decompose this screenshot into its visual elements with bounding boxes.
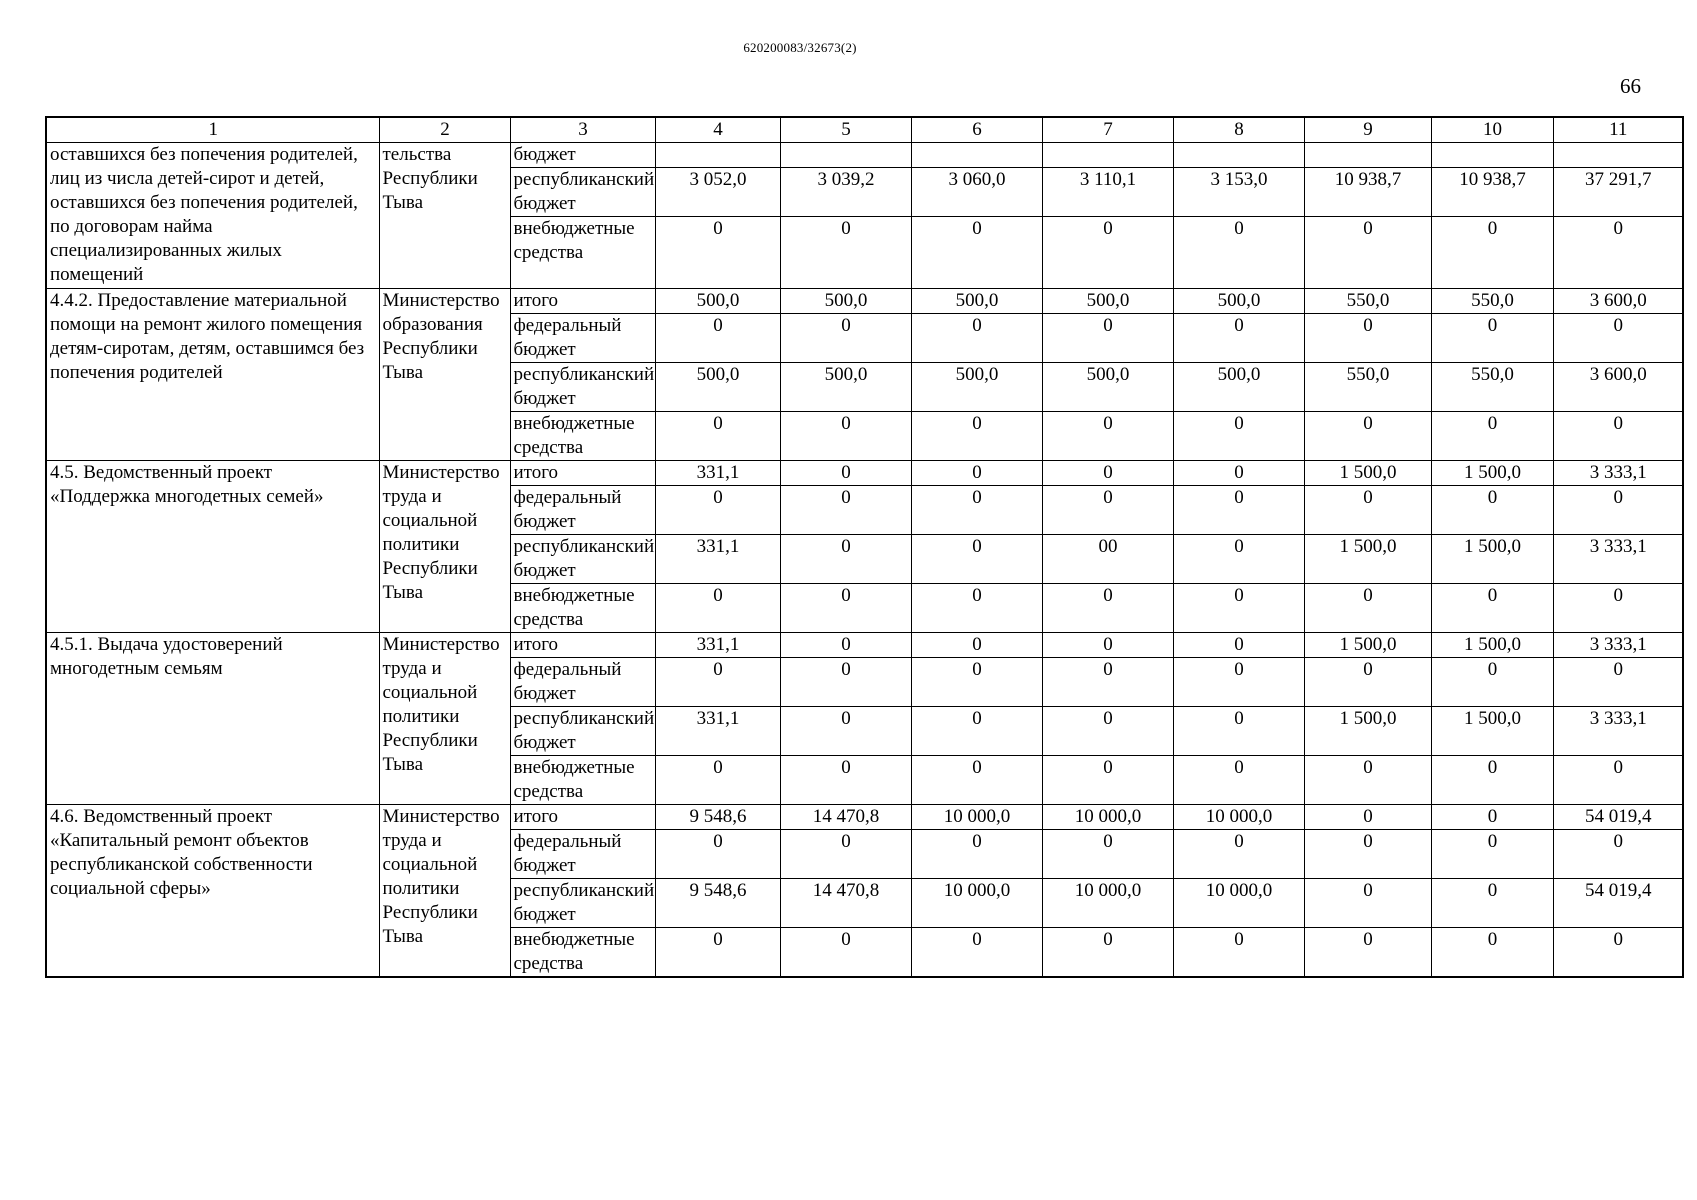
- amount-cell: 0: [1173, 461, 1304, 486]
- column-number-cell: 10: [1431, 117, 1553, 143]
- funding-source-cell: внебюджетные средства: [510, 756, 655, 805]
- amount-cell: [1173, 143, 1304, 168]
- column-number-cell: 9: [1304, 117, 1431, 143]
- amount-cell: 0: [1304, 928, 1431, 978]
- event-name-cell: 4.5.1. Выдача удостоверений многодетным семьям: [46, 633, 379, 805]
- amount-cell: 500,0: [1173, 363, 1304, 412]
- funding-source-cell: бюджет: [510, 143, 655, 168]
- amount-cell: 0: [1431, 928, 1553, 978]
- amount-cell: 0: [911, 928, 1042, 978]
- amount-cell: 500,0: [1042, 289, 1173, 314]
- funding-source-cell: итого: [510, 289, 655, 314]
- amount-cell: 0: [655, 217, 780, 289]
- amount-cell: 0: [911, 830, 1042, 879]
- amount-cell: 0: [1553, 756, 1683, 805]
- funding-source-cell: республиканский бюджет: [510, 363, 655, 412]
- table-body: [46, 117, 1683, 977]
- amount-cell: 0: [1304, 658, 1431, 707]
- amount-cell: 54 019,4: [1553, 805, 1683, 830]
- amount-cell: 0: [1042, 756, 1173, 805]
- amount-cell: 500,0: [911, 289, 1042, 314]
- table-row: [46, 805, 1683, 830]
- amount-cell: 0: [780, 633, 911, 658]
- funding-source-cell: федеральный бюджет: [510, 314, 655, 363]
- amount-cell: 0: [1042, 707, 1173, 756]
- amount-cell: 0: [1042, 412, 1173, 461]
- funding-source-cell: внебюджетные средства: [510, 928, 655, 978]
- amount-cell: 0: [780, 707, 911, 756]
- amount-cell: 0: [1042, 928, 1173, 978]
- amount-cell: 1 500,0: [1431, 633, 1553, 658]
- table-row: [46, 289, 1683, 314]
- amount-cell: 0: [655, 412, 780, 461]
- column-number-cell: 2: [379, 117, 510, 143]
- amount-cell: 331,1: [655, 633, 780, 658]
- column-number-row: [46, 117, 1683, 143]
- table-row: [46, 461, 1683, 486]
- amount-cell: 3 052,0: [655, 168, 780, 217]
- amount-cell: 10 938,7: [1431, 168, 1553, 217]
- funding-source-cell: итого: [510, 633, 655, 658]
- amount-cell: 0: [1304, 805, 1431, 830]
- amount-cell: 0: [780, 658, 911, 707]
- amount-cell: 3 333,1: [1553, 633, 1683, 658]
- amount-cell: 9 548,6: [655, 805, 780, 830]
- column-number-cell: 5: [780, 117, 911, 143]
- amount-cell: 0: [1304, 314, 1431, 363]
- amount-cell: 10 000,0: [911, 879, 1042, 928]
- amount-cell: 0: [911, 756, 1042, 805]
- amount-cell: 0: [655, 658, 780, 707]
- amount-cell: [911, 143, 1042, 168]
- amount-cell: [780, 143, 911, 168]
- amount-cell: 1 500,0: [1431, 535, 1553, 584]
- amount-cell: 10 000,0: [1173, 879, 1304, 928]
- amount-cell: 500,0: [780, 289, 911, 314]
- amount-cell: 0: [1431, 879, 1553, 928]
- amount-cell: 14 470,8: [780, 879, 911, 928]
- amount-cell: 0: [1553, 830, 1683, 879]
- amount-cell: 10 938,7: [1304, 168, 1431, 217]
- column-number-cell: 7: [1042, 117, 1173, 143]
- amount-cell: 3 600,0: [1553, 363, 1683, 412]
- event-name-cell: 4.4.2. Предоставление материальной помощи на ремонт жилого помещения детям-сиротам, детям, оставшимся без попечения родителей: [46, 289, 379, 461]
- amount-cell: 3 333,1: [1553, 707, 1683, 756]
- amount-cell: 0: [1173, 658, 1304, 707]
- amount-cell: 0: [911, 535, 1042, 584]
- document-registration-code: 620200083/32673(2): [743, 40, 857, 55]
- amount-cell: 0: [1173, 928, 1304, 978]
- amount-cell: 500,0: [655, 363, 780, 412]
- amount-cell: 0: [780, 461, 911, 486]
- amount-cell: 0: [911, 707, 1042, 756]
- amount-cell: 0: [655, 756, 780, 805]
- funding-source-cell: внебюджетные средства: [510, 217, 655, 289]
- amount-cell: 550,0: [1304, 289, 1431, 314]
- amount-cell: 0: [655, 486, 780, 535]
- amount-cell: 0: [1553, 412, 1683, 461]
- amount-cell: 0: [1431, 756, 1553, 805]
- amount-cell: 0: [911, 486, 1042, 535]
- amount-cell: 0: [1553, 314, 1683, 363]
- amount-cell: 331,1: [655, 535, 780, 584]
- amount-cell: [1431, 143, 1553, 168]
- funding-source-cell: внебюджетные средства: [510, 584, 655, 633]
- table-row: [46, 633, 1683, 658]
- amount-cell: 0: [1042, 486, 1173, 535]
- funding-source-cell: внебюджетные средства: [510, 412, 655, 461]
- amount-cell: 0: [911, 217, 1042, 289]
- amount-cell: 0: [655, 928, 780, 978]
- amount-cell: 1 500,0: [1431, 461, 1553, 486]
- event-name-cell: оставшихся без попечения родителей, лиц из числа детей-сирот и детей, оставшихся без попечения родителей, по договорам найма специализированных жилых помещений: [46, 143, 379, 289]
- amount-cell: 0: [1042, 830, 1173, 879]
- amount-cell: 550,0: [1431, 289, 1553, 314]
- amount-cell: 0: [780, 830, 911, 879]
- amount-cell: 10 000,0: [1173, 805, 1304, 830]
- amount-cell: 0: [780, 486, 911, 535]
- amount-cell: 0: [1042, 461, 1173, 486]
- amount-cell: 0: [1431, 314, 1553, 363]
- amount-cell: 3 110,1: [1042, 168, 1173, 217]
- amount-cell: 0: [780, 535, 911, 584]
- amount-cell: 3 153,0: [1173, 168, 1304, 217]
- amount-cell: 0: [655, 830, 780, 879]
- amount-cell: 0: [1304, 584, 1431, 633]
- amount-cell: 3 600,0: [1553, 289, 1683, 314]
- amount-cell: 0: [780, 756, 911, 805]
- amount-cell: [655, 143, 780, 168]
- amount-cell: 0: [780, 412, 911, 461]
- amount-cell: 0: [1173, 412, 1304, 461]
- amount-cell: 0: [1304, 217, 1431, 289]
- funding-source-cell: республиканский бюджет: [510, 535, 655, 584]
- funding-source-cell: республиканский бюджет: [510, 168, 655, 217]
- amount-cell: 500,0: [1042, 363, 1173, 412]
- amount-cell: 0: [911, 633, 1042, 658]
- amount-cell: 00: [1042, 535, 1173, 584]
- executor-cell: Министерство труда и социальной политики Республики Тыва: [379, 633, 510, 805]
- amount-cell: 0: [1431, 486, 1553, 535]
- amount-cell: 0: [1042, 584, 1173, 633]
- amount-cell: 0: [1553, 584, 1683, 633]
- budget-table: [45, 116, 1684, 978]
- column-number-cell: 11: [1553, 117, 1683, 143]
- amount-cell: 0: [1042, 314, 1173, 363]
- amount-cell: 1 500,0: [1304, 535, 1431, 584]
- executor-cell: тельства Республики Тыва: [379, 143, 510, 289]
- funding-source-cell: итого: [510, 461, 655, 486]
- amount-cell: 10 000,0: [1042, 805, 1173, 830]
- amount-cell: 0: [1431, 584, 1553, 633]
- amount-cell: 1 500,0: [1304, 461, 1431, 486]
- amount-cell: 500,0: [1173, 289, 1304, 314]
- amount-cell: 0: [911, 314, 1042, 363]
- funding-source-cell: федеральный бюджет: [510, 658, 655, 707]
- amount-cell: 0: [1173, 707, 1304, 756]
- amount-cell: 0: [655, 314, 780, 363]
- amount-cell: 14 470,8: [780, 805, 911, 830]
- amount-cell: 331,1: [655, 707, 780, 756]
- column-number-cell: 4: [655, 117, 780, 143]
- amount-cell: 0: [1304, 830, 1431, 879]
- amount-cell: [1304, 143, 1431, 168]
- amount-cell: 0: [1042, 633, 1173, 658]
- amount-cell: 500,0: [911, 363, 1042, 412]
- amount-cell: 37 291,7: [1553, 168, 1683, 217]
- amount-cell: 1 500,0: [1431, 707, 1553, 756]
- amount-cell: 0: [911, 658, 1042, 707]
- amount-cell: 0: [1553, 217, 1683, 289]
- page-number: 66: [1620, 74, 1641, 98]
- amount-cell: 0: [780, 928, 911, 978]
- amount-cell: 550,0: [1431, 363, 1553, 412]
- amount-cell: 0: [1553, 486, 1683, 535]
- amount-cell: 1 500,0: [1304, 633, 1431, 658]
- event-name-cell: 4.5. Ведомственный проект «Поддержка многодетных семей»: [46, 461, 379, 633]
- amount-cell: 0: [1304, 486, 1431, 535]
- amount-cell: 0: [911, 412, 1042, 461]
- amount-cell: [1553, 143, 1683, 168]
- amount-cell: 3 039,2: [780, 168, 911, 217]
- amount-cell: 0: [1173, 314, 1304, 363]
- amount-cell: 0: [1431, 412, 1553, 461]
- column-number-cell: 3: [510, 117, 655, 143]
- amount-cell: 3 060,0: [911, 168, 1042, 217]
- funding-source-cell: федеральный бюджет: [510, 830, 655, 879]
- amount-cell: 500,0: [780, 363, 911, 412]
- amount-cell: 0: [1173, 584, 1304, 633]
- amount-cell: 0: [1304, 879, 1431, 928]
- amount-cell: 10 000,0: [911, 805, 1042, 830]
- amount-cell: 0: [1431, 805, 1553, 830]
- amount-cell: 0: [1042, 658, 1173, 707]
- amount-cell: 0: [1431, 830, 1553, 879]
- amount-cell: 331,1: [655, 461, 780, 486]
- amount-cell: 0: [655, 584, 780, 633]
- amount-cell: 0: [1173, 535, 1304, 584]
- funding-source-cell: республиканский бюджет: [510, 879, 655, 928]
- amount-cell: 54 019,4: [1553, 879, 1683, 928]
- amount-cell: [1042, 143, 1173, 168]
- amount-cell: 0: [911, 461, 1042, 486]
- column-number-cell: 6: [911, 117, 1042, 143]
- executor-cell: Министерство труда и социальной политики Республики Тыва: [379, 461, 510, 633]
- amount-cell: 0: [1173, 217, 1304, 289]
- executor-cell: Министерство образования Республики Тыва: [379, 289, 510, 461]
- amount-cell: 3 333,1: [1553, 461, 1683, 486]
- column-number-cell: 1: [46, 117, 379, 143]
- amount-cell: 0: [1042, 217, 1173, 289]
- amount-cell: 10 000,0: [1042, 879, 1173, 928]
- amount-cell: 500,0: [655, 289, 780, 314]
- amount-cell: 0: [780, 217, 911, 289]
- amount-cell: 0: [1431, 658, 1553, 707]
- executor-cell: Министерство труда и социальной политики Республики Тыва: [379, 805, 510, 978]
- amount-cell: 0: [780, 314, 911, 363]
- funding-source-cell: федеральный бюджет: [510, 486, 655, 535]
- amount-cell: 0: [1553, 928, 1683, 978]
- amount-cell: 0: [1304, 756, 1431, 805]
- funding-source-cell: итого: [510, 805, 655, 830]
- amount-cell: 9 548,6: [655, 879, 780, 928]
- amount-cell: 0: [1304, 412, 1431, 461]
- amount-cell: 0: [1431, 217, 1553, 289]
- amount-cell: 0: [1173, 830, 1304, 879]
- amount-cell: 0: [1173, 486, 1304, 535]
- funding-source-cell: республиканский бюджет: [510, 707, 655, 756]
- amount-cell: 1 500,0: [1304, 707, 1431, 756]
- amount-cell: 3 333,1: [1553, 535, 1683, 584]
- amount-cell: 0: [780, 584, 911, 633]
- amount-cell: 0: [1173, 756, 1304, 805]
- amount-cell: 0: [1553, 658, 1683, 707]
- amount-cell: 0: [911, 584, 1042, 633]
- table-row: [46, 143, 1683, 168]
- amount-cell: 550,0: [1304, 363, 1431, 412]
- amount-cell: 0: [1173, 633, 1304, 658]
- column-number-cell: 8: [1173, 117, 1304, 143]
- event-name-cell: 4.6. Ведомственный проект «Капитальный ремонт объектов республиканской собственности социальной сферы»: [46, 805, 379, 978]
